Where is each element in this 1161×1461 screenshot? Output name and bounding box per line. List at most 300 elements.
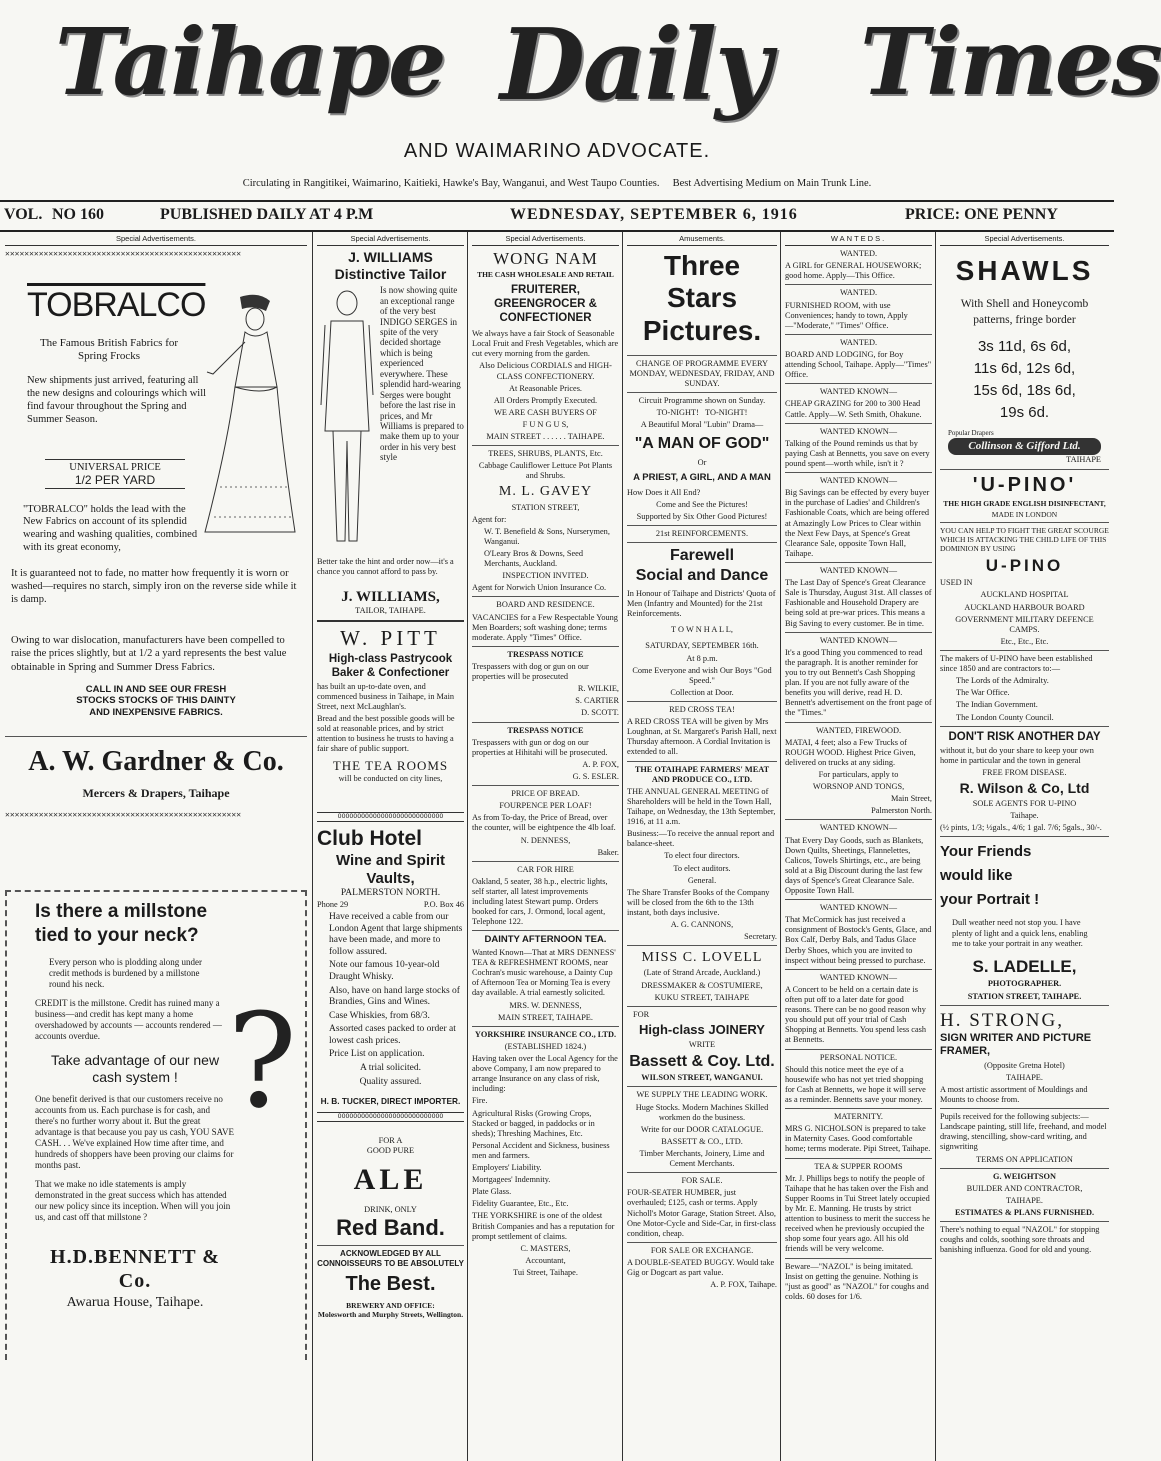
wong-p7: MAIN STREET . . . . . . TAIHAPE. (486, 432, 605, 442)
pitt-name: W. PITT (340, 625, 441, 650)
divider (785, 562, 932, 563)
w8: WANTED KNOWN— (819, 635, 898, 645)
w1b: A GIRL for GENERAL HOUSEWORK; good home. Apply—This Office. (785, 261, 922, 281)
divider (785, 1258, 932, 1259)
w9f: Palmerston North. (871, 806, 932, 816)
w12b: A Concert to be held on a certain date is often put off to a later date for good reasons. There can be no good reason why you should put off your trial of Cash Shopping at Bennetts. You spend less cash at Bennetts. (785, 984, 927, 1045)
divider (940, 1108, 1109, 1109)
divider (940, 522, 1109, 523)
otaihape-4: To elect four directors. (664, 851, 740, 861)
three-stars: Three Stars Pictures. (642, 250, 762, 346)
williams-name: J. WILLIAMS (348, 249, 433, 266)
club-town: PALMERSTON NORTH. (340, 888, 441, 899)
strong: H. STRONG, (940, 1009, 1064, 1031)
weightson: G. WEIGHTSON (992, 1171, 1056, 1181)
strong-3: (Opposite Gretna Hotel) (984, 1060, 1065, 1070)
club-box: P.O. Box 46 (423, 900, 464, 909)
wong-p1: We always have a fair Stock of Seasonable Local Fruit and Fresh Vegetables, which are cut every morning from the garden. (472, 329, 619, 359)
tea-supper-2: Mr. J. Phillips begs to notify the people of Taihape that he has taken over the Fish and Supper Rooms in Tui Street lately occupied by Mr. E. Manning. He trusts by strict attention to business to merit the success he received when he previously occupied the shop some four years ago. All his old friends will be very welcome. (785, 1173, 930, 1254)
cash-head: Take advantage of our new cash system ! (50, 1052, 220, 1086)
divider (785, 899, 932, 900)
williams-p2: Better take the hint and order now—it's a chance you cannot afford to pass by. (317, 557, 454, 577)
bassett: Bassett & Coy. Ltd. (629, 1052, 775, 1070)
divider (940, 1168, 1109, 1169)
wong-p6: F U N G U S, (522, 419, 569, 429)
york-2: (ESTABLISHED 1824.) (504, 1041, 587, 1051)
shawls-sub: With Shell and Honeycomb patterns, fringe border (960, 298, 1089, 327)
column-rule (467, 232, 468, 1461)
social-dance: Social and Dance (635, 566, 769, 584)
lovell: MISS C. LOVELL (641, 950, 763, 966)
masthead-word-3: Times (860, 8, 1161, 116)
williams-sig: J. WILLIAMS, (341, 588, 440, 605)
farewell-5: SATURDAY, SEPTEMBER 16th. (645, 641, 759, 651)
york-4: Fire. (472, 1096, 488, 1106)
upino-5: U-PINO (985, 555, 1064, 575)
tobralco-p2: "TOBRALCO" holds the lead with the New Fabrics on account of its splendid wearing and washing qualities, combined with its great economy, (23, 503, 198, 553)
column-rule (312, 232, 313, 1461)
shawl-price-1: 3s 11d, 6s 6d, (977, 338, 1072, 356)
wilson: R. Wilson & Co, Ltd (959, 780, 1090, 797)
circulation-line (0, 178, 1114, 189)
divider (785, 284, 932, 285)
stars-1: CHANGE OF PROGRAMME EVERY MONDAY, WEDNESDAY, FRIDAY, AND SUNDAY. (629, 358, 775, 388)
column-rule (935, 232, 936, 1461)
trees: TREES, SHRUBS, PLANTS, Etc. (488, 449, 603, 459)
otaihape-5: To elect auditors. (673, 863, 731, 873)
divider (940, 469, 1109, 470)
collinson-tag: Popular Drapers (948, 429, 994, 438)
dainty-2: Wanted Known—That at MRS DENNESS' TEA & REFRESHMENT ROOMS, near Cochran's music warehouse, a Dainty Cup of Afternoon Tea or Morning Tea is every day available. A trial earnestly solicited. (472, 947, 616, 998)
circulation-text: Circulating in Rangitikei, Waimarino, Kaitieki, Hawke's Bay, Wanganui, and West Taupo Counties. (242, 178, 660, 189)
york-5: Agricultural Risks (Growing Crops, Stacked or bagged, in paddocks or in sheds); Threshing Machines, Etc. (472, 1108, 595, 1138)
millstone-p1: Every person who is plodding along under credit methods is burdened by a millstone round his neck. (49, 957, 202, 990)
pitt-p1: has built an up-to-date oven, and commenced business in Taihape, in Main Street, next McLaughlan's. (317, 681, 455, 711)
board: BOARD AND RESIDENCE. (496, 600, 595, 610)
wilson-3: Taihape. (1010, 811, 1039, 821)
joinery: High-class JOINERY (639, 1021, 765, 1037)
wong-p5: WE ARE CASH BUYERS OF (494, 407, 597, 417)
ale-drink: DRINK, ONLY (364, 1205, 417, 1215)
club-p8: Quality assured. (359, 1076, 422, 1087)
lovell-2: (Late of Strand Arcade, Auckland.) (643, 968, 761, 978)
ladelle-3: STATION STREET, TAIHAPE. (967, 991, 1082, 1001)
tobralco-sub: The Famous British Fabrics for Spring Frocks (39, 336, 179, 363)
w9c: For particulars, apply to (818, 769, 899, 779)
joinery-8: Write for our DOOR CATALOGUE. (640, 1124, 764, 1134)
weightson-3: TAIHAPE. (1006, 1195, 1043, 1205)
board-2: VACANCIES for a Few Respectable Young Men Boarders; soft washing done; terms moderate. Apply "Times" Office. (472, 612, 618, 642)
upino-7: AUCKLAND HOSPITAL (980, 590, 1069, 600)
divider (472, 445, 619, 446)
divider (5, 736, 307, 737)
w2: WANTED. (839, 288, 878, 298)
man-of-god: "A MAN OF GOD" (634, 435, 770, 453)
wong-name: WONG NAM (493, 249, 598, 269)
upino-9: GOVERNMENT MILITARY DEFENCE CAMPS. (955, 614, 1094, 634)
column-3 (469, 232, 622, 1459)
wong-trade: FRUITERER, GREENGROCER & CONFECTIONER (494, 284, 597, 325)
the-best: The Best. (345, 1273, 436, 1296)
column-rule (622, 232, 623, 1461)
friends-3: your Portrait ! (940, 891, 1040, 909)
pitt-title: High-class Pastrycook Baker & Confectioner (328, 652, 453, 679)
divider (940, 1005, 1109, 1006)
upino-4: YOU CAN HELP TO FIGHT THE GREAT SCOURGE WHICH IS ATTACKING THE CHILD LIFE OF THIS DOMINION BY USING (940, 526, 1109, 554)
divider (785, 334, 932, 335)
divider (785, 1049, 932, 1050)
lovell-3: DRESSMAKER & COSTUMIERE, (641, 980, 763, 990)
masthead (0, 0, 1161, 232)
tailor-illustration (317, 285, 377, 550)
for-sale-2: FOUR-SEATER HUMBER, just overhauled; £125, cash or terms. Apply Nicholl's Motor Garage, Station Street. Also, One Motor-Cycle and Side-Car, in first-class condition, cheap. (627, 1188, 776, 1238)
shawls: SHAWLS (955, 255, 1094, 287)
w7: WANTED KNOWN— (819, 565, 898, 575)
best-medium: Best Advertising Medium on Main Trunk Line. (672, 178, 872, 189)
club-hotel: Club Hotel (317, 827, 422, 851)
weightson-4: ESTIMATES & PLANS FURNISHED. (954, 1208, 1095, 1217)
divider (627, 542, 777, 543)
weightson-2: BUILDER AND CONTRACTOR, (966, 1183, 1083, 1193)
club-contacts (317, 900, 464, 910)
trees-2: Cabbage Cauliflower Lettuce Pot Plants and Shrubs. (478, 461, 613, 481)
w4b: CHEAP GRAZING for 200 to 300 Head Cattle. Apply—W. Seth Smith, Ohakune. (785, 399, 922, 419)
joinery-10: Timber Merchants, Joinery, Lime and Cement Merchants. (639, 1148, 765, 1169)
priest-girl-man: A PRIEST, A GIRL, AND A MAN (633, 471, 771, 483)
lovell-4: KUKU STREET, TAIHAPE (654, 992, 750, 1002)
york-9: Plate Glass. (472, 1187, 512, 1197)
otaihape-8: A. G. CANNONS, (670, 920, 734, 930)
exchange-2: A DOUBLE-SEATED BUGGY. Would take Gig or Dogcart as part value. (627, 1257, 775, 1278)
upino-15: The London County Council. (956, 712, 1054, 722)
trespass-9: G. S. ESLER. (572, 771, 619, 781)
issue-published: PUBLISHED DAILY AT 4 P.M (160, 206, 374, 223)
bread-4: N. DENNESS, (520, 835, 571, 845)
stars-10: Come and See the Pictures! (656, 499, 748, 509)
york-11: THE YORKSHIRE is one of the oldest British Companies and has a reputation for prompt settlement of claims. (472, 1211, 615, 1241)
friends-1: Your Friends (940, 843, 1032, 861)
tobralco-ad (5, 259, 307, 559)
shawl-price-3: 15s 6d, 18s 6d, (973, 381, 1076, 399)
universal-price: UNIVERSAL PRICE (45, 459, 185, 475)
gavey-6: INSPECTION INVITED. (502, 571, 589, 581)
bennett-firm: H.D.BENNETT & Co. (50, 1246, 220, 1293)
divider (472, 596, 619, 597)
collinson-town: TAIHAPE (1066, 455, 1101, 465)
column-rule (780, 232, 781, 1461)
gavey: M. L. GAVEY (498, 484, 593, 500)
dainty-3: MRS. W. DENNESS, (509, 1000, 582, 1010)
york-8: Mortgagees' Indemnity. (472, 1175, 551, 1185)
ladelle: S. LADELLE, (972, 956, 1077, 976)
divider (627, 1086, 777, 1087)
stars-7: Or (697, 457, 707, 467)
divider (472, 646, 619, 647)
w5: WANTED KNOWN— (819, 426, 898, 436)
divider (472, 861, 619, 862)
bread-2: FOURPENCE PER LOAF! (499, 801, 592, 811)
club-p6: Price List on application. (329, 1049, 425, 1060)
w3b: BOARD AND LODGING, for Boy attending School, Taihape. Apply—"Times" Office. (785, 350, 932, 380)
dont-risk-3: FREE FROM DISEASE. (982, 767, 1067, 777)
york-6: Personal Accident and Sickness, business men and farmers. (472, 1140, 610, 1160)
tonight-line (627, 408, 777, 418)
subtitle: AND WAIMARINO ADVOCATE. (403, 140, 711, 162)
york-3: Having taken over the Local Agency for the above Company, I am now prepared to arrange Insurance on any class of risk, including: (472, 1053, 618, 1094)
o-border: OOOOOOOOOOOOOOOOOOOOOOOOOOO (317, 812, 464, 822)
column-5 (782, 232, 935, 1459)
for-sale: FOR SALE. (681, 1176, 723, 1186)
joinery-5: WILSON STREET, WANGANUI. (641, 1073, 763, 1083)
masthead-word-1: Taihape (55, 8, 445, 116)
divider (627, 355, 777, 356)
column-5-head: WANTEDS. (785, 234, 932, 246)
divider (472, 1026, 619, 1027)
shawl-price-2: 11s 6d, 12s 6d, (973, 360, 1076, 378)
williams-title: Distinctive Tailor (334, 266, 447, 283)
personal: PERSONAL NOTICE. (819, 1052, 898, 1062)
farewell-7: Come Everyone and wish Our Boys "God Speed." (632, 665, 772, 685)
upino-12: The Lords of the Admiralty. (956, 676, 1049, 686)
strong-7: TERMS ON APPLICATION (976, 1154, 1073, 1164)
column-1-head: Special Advertisements. (5, 234, 307, 246)
gavey-4: W. T. Benefield & Sons, Nurserymen, Wanganui. (484, 526, 610, 546)
maternity: MATERNITY. (834, 1112, 883, 1122)
divider (627, 761, 777, 762)
stars-9: How Does it All End? (627, 487, 701, 497)
bread-3: As from To-day, the Price of Bread, over the counter, will be eightpence the 4lb loaf. (472, 813, 616, 833)
divider (472, 785, 619, 786)
friends-4: Dull weather need not stop you. I have plenty of light and a quick lens, enabling me to take your portrait in any weather. (952, 918, 1088, 948)
issue-price: PRICE: ONE PENNY (905, 206, 1058, 223)
car-2: Oakland, 5 seater, 38 h.p., electric lights, self starter, all latest improvements including latest Stewart pump. Orders booked for cars, J. Ormond, local agent, Telephone 122. (472, 876, 608, 927)
masthead-word-2: Daily (500, 8, 770, 123)
gavey-5: O'Leary Bros & Downs, Seed Merchants, Auckland. (484, 549, 583, 569)
column-2-head: Special Advertisements. (317, 234, 464, 246)
farewell-8: Collection at Door. (670, 687, 734, 697)
friends-2: would like (940, 867, 1013, 885)
spacer (5, 820, 307, 890)
millstone-head: Is there a millstone tied to your neck? (35, 900, 208, 946)
w11: WANTED KNOWN— (819, 903, 898, 913)
pitt-p2: Bread and the best possible goods will be sold at reasonable prices, and by strict attention to business he trusts to having a fair share of public support. (317, 713, 455, 754)
york-7: Employers' Liability. (472, 1163, 542, 1173)
divider (785, 1158, 932, 1159)
divider (785, 472, 932, 473)
york: YORKSHIRE INSURANCE CO., LTD. (474, 1029, 617, 1039)
red-cross-2: A RED CROSS TEA will be given by Mrs Loughnan, at St. Margaret's Parish Hall, next Thursday afternoon. A Cordial Invitation is extended to all. (627, 717, 777, 757)
bennett-addr: Awarua House, Taihape. (66, 1294, 204, 1310)
upino-13: The War Office. (956, 688, 1010, 698)
bread: PRICE OF BREAD. (511, 789, 580, 799)
divider (940, 1221, 1109, 1222)
divider (472, 722, 619, 723)
column-4 (624, 232, 780, 1459)
wong-p2: Also Delicious CORDIALS and HIGH-CLASS CONFECTIONERY. (479, 361, 612, 381)
column-6-head: Special Advertisements. (940, 234, 1109, 246)
w9: WANTED, FIREWOOD. (815, 725, 902, 735)
collinson-name: Collinson & Gifford Ltd. (948, 438, 1101, 455)
strong-4: TAIHAPE. (1006, 1072, 1043, 1082)
border-pattern: ✕✕✕✕✕✕✕✕✕✕✕✕✕✕✕✕✕✕✕✕✕✕✕✕✕✕✕✕✕✕✕✕✕✕✕✕✕✕✕✕✕✕✕✕✕✕✕✕✕ (5, 810, 242, 820)
w5b: Talking of the Pound reminds us that by paying Cash at Bennetts, you save on every pound spent—worth while, isn't it ? (785, 438, 930, 468)
club-p2: Note our famous 10-year-old Draught Whisky. (329, 960, 440, 982)
tobralco-p4: Owing to war dislocation, manufacturers have been compelled to raise the prices slightly, but at 1/2 a yard represents the best value obtainable in Spring and Summer Dress Fabrics. (11, 635, 287, 673)
w8b: It's a good Thing you commenced to read the paragraph. It is another reminder for you to try out Bennett's Cash Shopping plan. If you are not fully aware of the benefits you will derive, read H. D. Bennett's advertisement on the front page of the "Times." (785, 647, 932, 718)
tonight-2: TO-NIGHT! (705, 408, 748, 418)
w4: WANTED KNOWN— (819, 387, 898, 397)
otaihape-2: THE ANNUAL GENERAL MEETING of Shareholders will be held in the Town Hall, Taihape, on Wednesday, the 13th September, 1916, at 11 a.m. (627, 786, 776, 827)
divider (627, 701, 777, 702)
w2b: FURNISHED ROOM, with use Conveniences; handy to town, Apply—"Moderate," "Times" Office. (785, 300, 908, 330)
ale-for: FOR A (378, 1136, 403, 1146)
gavey-7: Agent for Norwich Union Insurance Co. (472, 583, 607, 593)
ale-good: GOOD PURE (366, 1146, 415, 1156)
trespass-6: TRESPASS NOTICE (507, 725, 584, 735)
brewery-addr: Molesworth and Murphy Streets, Wellington. (317, 1310, 464, 1320)
joinery-7: Huge Stocks. Modern Machines Skilled workmen do the business. (635, 1102, 769, 1122)
farewell-3: In Honour of Taihape and Districts' Quota of Men (Infantry and Mounted) for the 21st Reinforcements. (627, 589, 776, 619)
joinery-6: WE SUPPLY THE LEADING WORK. (636, 1090, 768, 1100)
tobralco-call: CALL IN AND SEE OUR FRESH STOCKS STOCKS OF THIS DAINTY AND INEXPENSIVE FABRICS. (76, 683, 236, 718)
otaihape-9: Secretary. (744, 932, 777, 942)
divider (627, 1242, 777, 1243)
club-p3: Also, have on hand large stocks of Brandies, Gins and Wines. (329, 985, 460, 1008)
personal-2: Should this notice meet the eye of a housewife who has not yet tried shopping for Cash at Bennetts, we hope it will serve as a reminder. Bennetts save your money. (785, 1064, 926, 1105)
bennett-ad (5, 890, 307, 1360)
millstone-p4: That we make no idle statements is amply demonstrated in the great success which has attended our new policy since its inception. When will you join us, and cast off that millstone ? (35, 1179, 231, 1223)
stars-2: Circuit Programme shown on Sunday. (638, 396, 766, 406)
border-pattern: ✕✕✕✕✕✕✕✕✕✕✕✕✕✕✕✕✕✕✕✕✕✕✕✕✕✕✕✕✕✕✕✕✕✕✕✕✕✕✕✕✕✕✕✕✕✕✕✕✕ (5, 249, 242, 259)
collinson-block (948, 429, 1101, 465)
trespass-5: D. SCOTT. (581, 708, 619, 718)
w10: WANTED KNOWN— (819, 823, 898, 833)
dont-risk-2: without it, but do your share to keep your own home in particular and the town in general (940, 745, 1094, 765)
tobralco-p1: New shipments just arrived, featuring all the new designs and colourings which will find favour throughout the Spring and Summer Season. (27, 374, 207, 426)
dainty: DAINTY AFTERNOON TEA. (484, 934, 607, 946)
w10b: That Every Day Goods, such as Blankets, Down Quilts, Sheetings, Flannelettes, Calicos, Towels Shirtings, etc., are being sold at a Big Discount during the last few days of Spence's Great Clearance Sale. Opposite Town Hall. (785, 835, 924, 896)
divider (627, 945, 777, 946)
dainty-4: MAIN STREET, TAIHAPE. (498, 1012, 593, 1022)
divider (785, 383, 932, 384)
strong-2: SIGN WRITER AND PICTURE FRAMER, (940, 1031, 1092, 1058)
w7b: The Last Day of Spence's Great Clearance Sale is Thursday, August 31st. All classes of Fashionable and Household Drapery are being sold at pre-war prices. This means a Big Saving to every customer. Be in time. (785, 578, 932, 628)
w1: WANTED. (839, 249, 878, 259)
issue-number: NO 160 (52, 206, 104, 223)
w11b: That McCormick has just received a consignment of Bostock's Gents, Glace, and Box Calf, Derby Bals, and Tadus Glace Derby Shoes, which you are invited to inspect without being pressed to purchase. (785, 915, 932, 965)
ale: ALE (353, 1163, 428, 1197)
wilson-2: SOLE AGENTS FOR U-PINO (972, 799, 1077, 809)
strong-5: A most artistic assortment of Mouldings and Mounts to choose from. (940, 1084, 1088, 1105)
issue-vol: VOL. (4, 206, 43, 223)
divider (785, 423, 932, 424)
reinforcements: 21st REINFORCEMENTS. (655, 528, 749, 538)
divider (940, 650, 1109, 651)
bread-5: Baker. (597, 847, 619, 857)
spacer (317, 784, 464, 812)
wong-p4: All Orders Promptly Executed. (493, 395, 598, 405)
upino-3: MADE IN LONDON (991, 510, 1058, 520)
upino-8: AUCKLAND HARBOUR BOARD (964, 602, 1085, 612)
dont-risk: DON'T RISK ANOTHER DAY (948, 730, 1101, 743)
brewery: BREWERY AND OFFICE: (346, 1300, 435, 1310)
divider (627, 1006, 777, 1007)
york-13: Accountant, (525, 1255, 566, 1265)
upino-14: The Indian Government. (956, 700, 1038, 710)
shawl-price-4: 19s 6d. (999, 403, 1050, 421)
divider (627, 392, 777, 393)
joinery-1: FOR (633, 1009, 650, 1019)
farewell: Farewell (669, 547, 735, 564)
divider (472, 930, 619, 931)
upino-11: The makers of U-PINO have been established since 1850 and are contractors to:— (940, 654, 1093, 674)
divider (785, 1108, 932, 1109)
club-p5: Assorted cases packed to order at lowest cash prices. (329, 1024, 456, 1046)
farewell-6: At 8 p.m. (686, 653, 718, 663)
joinery-9: BASSETT & CO., LTD. (661, 1136, 743, 1146)
york-10: Fidelity Guarantee, Etc., Etc. (472, 1199, 569, 1209)
divider (785, 819, 932, 820)
tea-supper: TEA & SUPPER ROOMS (814, 1161, 903, 1171)
upino-2: THE HIGH GRADE ENGLISH DISINFECTANT, (943, 498, 1106, 508)
w3: WANTED. (839, 337, 878, 347)
upino-6: USED IN (940, 578, 973, 588)
w9b: MATAI, 4 feet; also a Few Trucks of ROUGH WOOD. Highest Price Given, delivered on trucks at any siding. (785, 737, 916, 767)
divider (627, 525, 777, 526)
column-4-head: Amusements. (627, 234, 777, 246)
divider (317, 1245, 464, 1246)
red-band: Red Band. (336, 1215, 445, 1241)
club-importer: H. B. TUCKER, DIRECT IMPORTER. (320, 1096, 461, 1107)
ladelle-2: PHOTOGRAPHER. (987, 979, 1062, 989)
red-cross: RED CROSS TEA! (669, 705, 735, 715)
tobralco-p3: It is guaranteed not to fade, no matter how frequently it is worn or washed—requires no starch, simply iron on the reverse side while it is damp. (11, 567, 297, 606)
club-p7: A trial solicited. (360, 1063, 421, 1074)
millstone-p2: CREDIT is the millstone. Credit has ruined many a business—and credit has kept many a home overshadowed by accounts — accounts rendered — accounts overdue. (35, 998, 222, 1042)
gardner-sub: Mercers & Drapers, Taihape (82, 785, 230, 800)
car: CAR FOR HIRE (517, 864, 574, 874)
column-6 (937, 232, 1112, 1459)
wong-sub: THE CASH WHOLESALE AND RETAIL (477, 269, 614, 279)
tonight-1: TO-NIGHT! (656, 408, 699, 418)
tea-rooms: THE TEA ROOMS (332, 758, 449, 774)
otaihape-6: General. (687, 875, 717, 885)
exchange: FOR SALE OR EXCHANGE. (650, 1245, 754, 1255)
millstone-p3: One benefit derived is that our customers receive no accounts from us. Each purchase is for cash, and there's no further worry about it. But the great advantage is that because you pay us cash, YOU SAVE CASH. . . We've explained How time after time, and hundreds of shoppers have been proving our claims for months past. (35, 1094, 234, 1171)
stars-11: Supported by Six Other Good Pictures! (636, 511, 768, 521)
trespass: TRESPASS NOTICE (507, 649, 584, 659)
w6b: Big Savings can be effected by every buyer in the purchase of Ladies' and Children's Fashionable Coats, which are being offered at Amazingly Low Prices to Clear within the Next Few Days, at Spence's Great Clearance Sale, opposite Town Hall, Taihape. (785, 488, 930, 558)
w9e: Main Street, (890, 794, 932, 804)
divider (940, 836, 1109, 837)
nazol: Beware—"NAZOL" is being imitated. Insist on getting the genuine. Nothing is "just as good" as "NAZOL" for coughs and colds. 60 doses for 1/6. (785, 1261, 929, 1301)
divider (317, 620, 464, 622)
w6: WANTED KNOWN— (819, 476, 898, 486)
exchange-3: A. P. FOX, Taihape. (710, 1280, 777, 1290)
divider (627, 1172, 777, 1173)
w9d: WORSNOP AND TONGS, (812, 782, 905, 792)
york-14: Tui Street, Taihape. (513, 1268, 578, 1278)
o-border: OOOOOOOOOOOOOOOOOOOOOOOOOOO (317, 1112, 464, 1122)
nazol-2: There's nothing to equal "NAZOL" for stopping coughs and colds, soothing sore throats and banishing influenza. Good for old and young. (940, 1225, 1100, 1255)
gavey-2: STATION STREET, (511, 502, 580, 512)
trespass-7: Trespassers with gun or dog on our properties at Hihitahi will be prosecuted. (472, 737, 608, 757)
lady-illustration (200, 287, 300, 547)
upino-title: 'U-PINO' (972, 473, 1077, 496)
divider (785, 632, 932, 633)
issue-date: WEDNESDAY, SEPTEMBER 6, 1916 (510, 206, 798, 223)
question-mark: ? (227, 984, 297, 1137)
